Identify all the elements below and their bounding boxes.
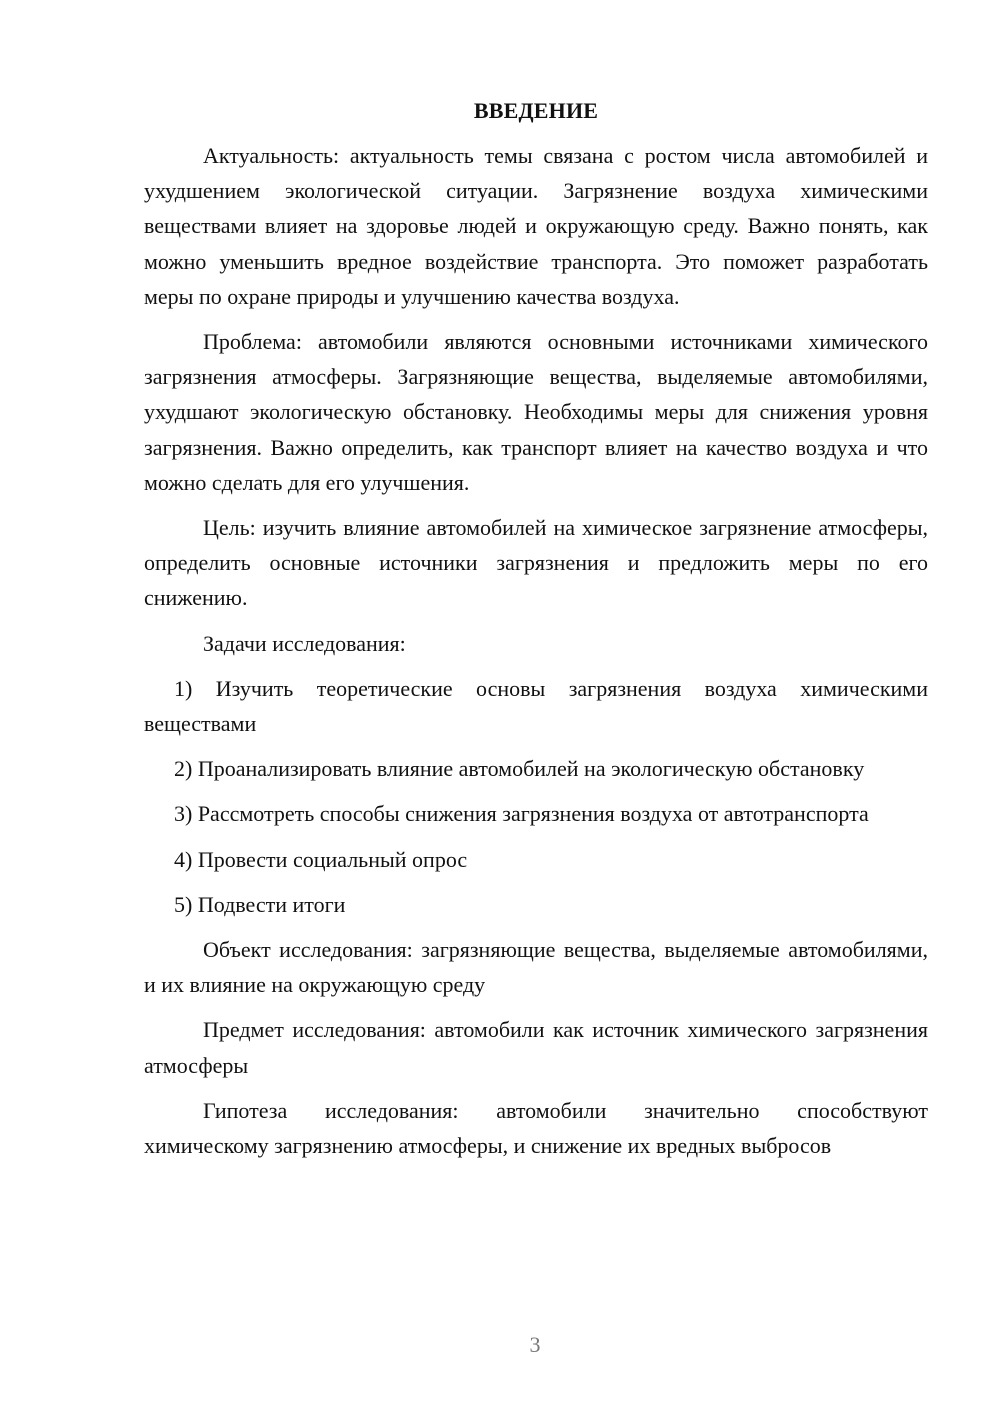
subject-paragraph: Предмет исследования: автомобили как источник химического загрязнения атмосферы <box>144 1017 928 1078</box>
object-paragraph: Объект исследования: загрязняющие вещества, выделяемые автомобилями, и их влияние на окружающую среду <box>144 937 928 998</box>
tasks-heading: Задачи исследования: <box>203 630 406 656</box>
task-item-1: 1) Изучить теоретические основы загрязнения воздуха химическими веществами <box>144 675 928 737</box>
task-item-3: 3) Рассмотреть способы снижения загрязнения воздуха от автотранспорта <box>174 801 869 827</box>
hypothesis-paragraph: Гипотеза исследования: автомобили значительно способствуют химическому загрязнению атмосферы, и снижение их вредных выбросов <box>144 1097 928 1159</box>
task-item-4: 4) Провести социальный опрос <box>174 846 468 872</box>
problem-paragraph: Проблема: автомобили являются основными источниками химического загрязнения атмосферы. Загрязняющие вещества, выделяемые автомобилями, ухудшают экологическую обстановку. Необходимы меры для снижения уровня загрязнения. Важно определить, как транспорт влияет на качество воздуха и что можно сделать для его улучшения. <box>144 329 928 495</box>
page-number: 3 <box>529 1332 541 1357</box>
document-body <box>144 93 928 1163</box>
goal-paragraph: Цель: изучить влияние автомобилей на химическое загрязнение атмосферы, определить основные источники загрязнения и предложить меры по его снижению. <box>144 515 928 611</box>
section-title: ВВЕДЕНИЕ <box>473 98 599 123</box>
task-item-2: 2) Проанализировать влияние автомобилей на экологическую обстановку <box>174 756 865 782</box>
relevance-paragraph: Актуальность: актуальность темы связана с ростом числа автомобилей и ухудшением экологической ситуации. Загрязнение воздуха химическими веществами влияет на здоровье людей и окружающую среду. Важно понять, как можно уменьшить вредное воздействие транспорта. Это поможет разработать меры по охране природы и улучшению качества воздуха. <box>144 143 928 309</box>
task-item-5: 5) Подвести итоги <box>174 891 346 917</box>
